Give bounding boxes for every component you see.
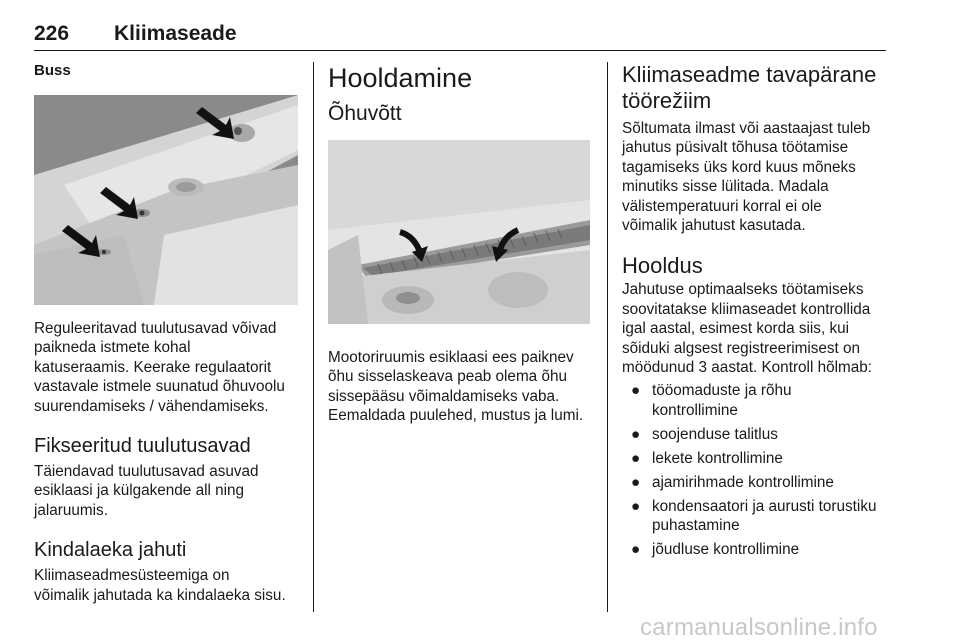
header-rule bbox=[34, 50, 886, 51]
bullet-icon: ● bbox=[631, 449, 641, 467]
chapter-title: Kliimaseade bbox=[114, 22, 237, 45]
list-item: ● soojenduse talitlus bbox=[631, 425, 778, 443]
air-intake-heading: Õhuvõtt bbox=[328, 102, 402, 125]
column-right bbox=[622, 62, 890, 564]
column-left bbox=[34, 62, 300, 605]
fixed-vents-paragraph: Täiendavad tuulutusavad asuvad esiklaasi ja külgakende all ning jalaruumis. bbox=[34, 463, 259, 519]
service-heading: Hooldus bbox=[622, 253, 703, 279]
page-number: 226 bbox=[34, 22, 70, 45]
fixed-vents-heading: Fikseeritud tuulutusavad bbox=[34, 435, 251, 458]
section-title: Hooldamine bbox=[328, 63, 473, 93]
list-item: ● ajamirihmade kontrollimine bbox=[631, 473, 834, 491]
column-middle bbox=[328, 62, 590, 426]
air-intake-image bbox=[328, 140, 590, 324]
watermark: carmanualsonline.info bbox=[640, 614, 878, 641]
column-divider bbox=[313, 62, 314, 612]
bullet-icon: ● bbox=[631, 497, 641, 515]
bullet-icon: ● bbox=[631, 382, 641, 400]
bullet-icon: ● bbox=[631, 473, 641, 491]
list-item: ● tööomaduste ja rõhu kontrollimine bbox=[631, 382, 792, 419]
glovebox-cooler-heading: Kindalaeka jahuti bbox=[34, 539, 187, 562]
list-item: ● kondensaatori ja aurusti torustiku puhastamine bbox=[631, 497, 877, 534]
ceiling-vents-image bbox=[34, 95, 298, 305]
column-divider-2 bbox=[607, 62, 608, 612]
normal-operation-paragraph: Sõltumata ilmast või aastaajast tuleb jahutus püsivalt tõhusa töötamise tagamiseks üks kord kuus mõneks minutiks sisse lülitada. Madala välistemperatuuri korral ei ole võimalik jahutust kasutada. bbox=[622, 120, 871, 235]
service-checklist bbox=[622, 381, 890, 559]
normal-operation-heading: Kliimaseadme tavapärane töörežiim bbox=[622, 62, 877, 113]
service-paragraph: Jahutuse optimaalseks töötamiseks soovitatakse kliimaseadet kontrollida igal aastal, esimest korda siis, kui sõiduki algsest registreerimisest on möödunud 3 aastat. Kontroll hõlmab: bbox=[622, 281, 873, 377]
glovebox-cooler-paragraph: Kliimaseadmesüsteemiga on võimalik jahutada ka kindalaeka sisu. bbox=[34, 567, 286, 604]
section-label: Buss bbox=[34, 62, 71, 79]
list-item: ● lekete kontrollimine bbox=[631, 449, 783, 467]
bullet-icon: ● bbox=[631, 425, 641, 443]
bullet-icon: ● bbox=[631, 540, 641, 558]
air-intake-paragraph: Mootoriruumis esiklaasi ees paiknev õhu sisselaskeava peab olema õhu sissepääsu võimaldamiseks vaba. Eemaldada puulehed, mustus ja lumi. bbox=[328, 349, 584, 425]
list-item: ● jõudluse kontrollimine bbox=[631, 540, 800, 558]
page-header bbox=[34, 22, 886, 52]
vents-paragraph: Reguleeritavad tuulutusavad võivad paikneda istmete kohal katuseraamis. Keerake regulaatorit vastavale istmele suunatud õhuvoolu suurendamiseks / vähendamiseks. bbox=[34, 320, 285, 415]
ceiling-vents-figure bbox=[34, 95, 298, 305]
air-intake-figure bbox=[328, 140, 590, 324]
